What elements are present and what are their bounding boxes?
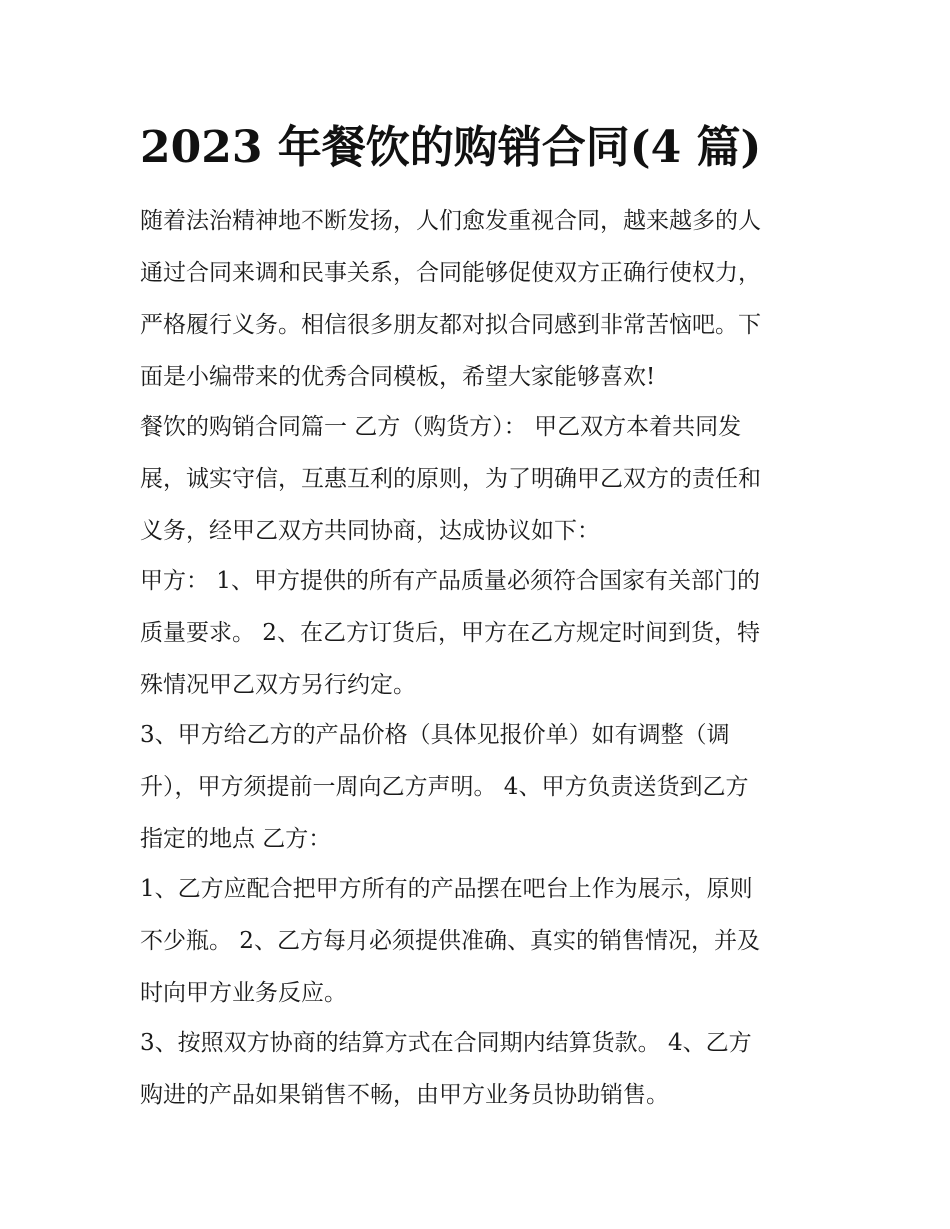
body-line: 3、甲方给乙方的产品价格（具体见报价单）如有调整（调 [140,722,730,748]
body-line: 餐饮的购销合同篇一 乙方（购货方）： 甲乙双方本着共同发 [140,414,742,440]
document-title: 2023 年餐饮的购销合同(4 篇) [140,122,762,173]
body-line: 1、乙方应配合把甲方所有的产品摆在吧台上作为展示，原则 [140,876,753,902]
body-line: 升），甲方须提前一周向乙方声明。 4、甲方负责送货到乙方 [140,774,749,800]
body-line: 义务，经甲乙双方共同协商，达成协议如下： [140,518,600,544]
body-line: 展，诚实守信，互惠互利的原则，为了明确甲乙双方的责任和 [140,466,761,492]
body-line: 殊情况甲乙双方另行约定。 [140,672,416,698]
body-line: 随着法治精神地不断发扬，人们愈发重视合同，越来越多的人 [140,208,761,234]
body-line: 3、按照双方协商的结算方式在合同期内结算货款。 4、乙方 [140,1030,752,1056]
body-line: 指定的地点 乙方： [140,826,332,852]
body-line: 购进的产品如果销售不畅，由甲方业务员协助销售。 [140,1082,669,1108]
body-line: 面是小编带来的优秀合同模板，希望大家能够喜欢! [140,364,656,390]
body-line: 质量要求。 2、在乙方订货后，甲方在乙方规定时间到货，特 [140,620,760,646]
body-line: 甲方： 1、甲方提供的所有产品质量必须符合国家有关部门的 [140,568,760,594]
body-line: 不少瓶。 2、乙方每月必须提供准确、真实的销售情况，并及 [140,928,760,954]
body-line: 时向甲方业务反应。 [140,980,347,1006]
body-line: 通过合同来调和民事关系，合同能够促使双方正确行使权力， [140,260,761,286]
body-line: 严格履行义务。相信很多朋友都对拟合同感到非常苦恼吧。下 [140,312,761,338]
